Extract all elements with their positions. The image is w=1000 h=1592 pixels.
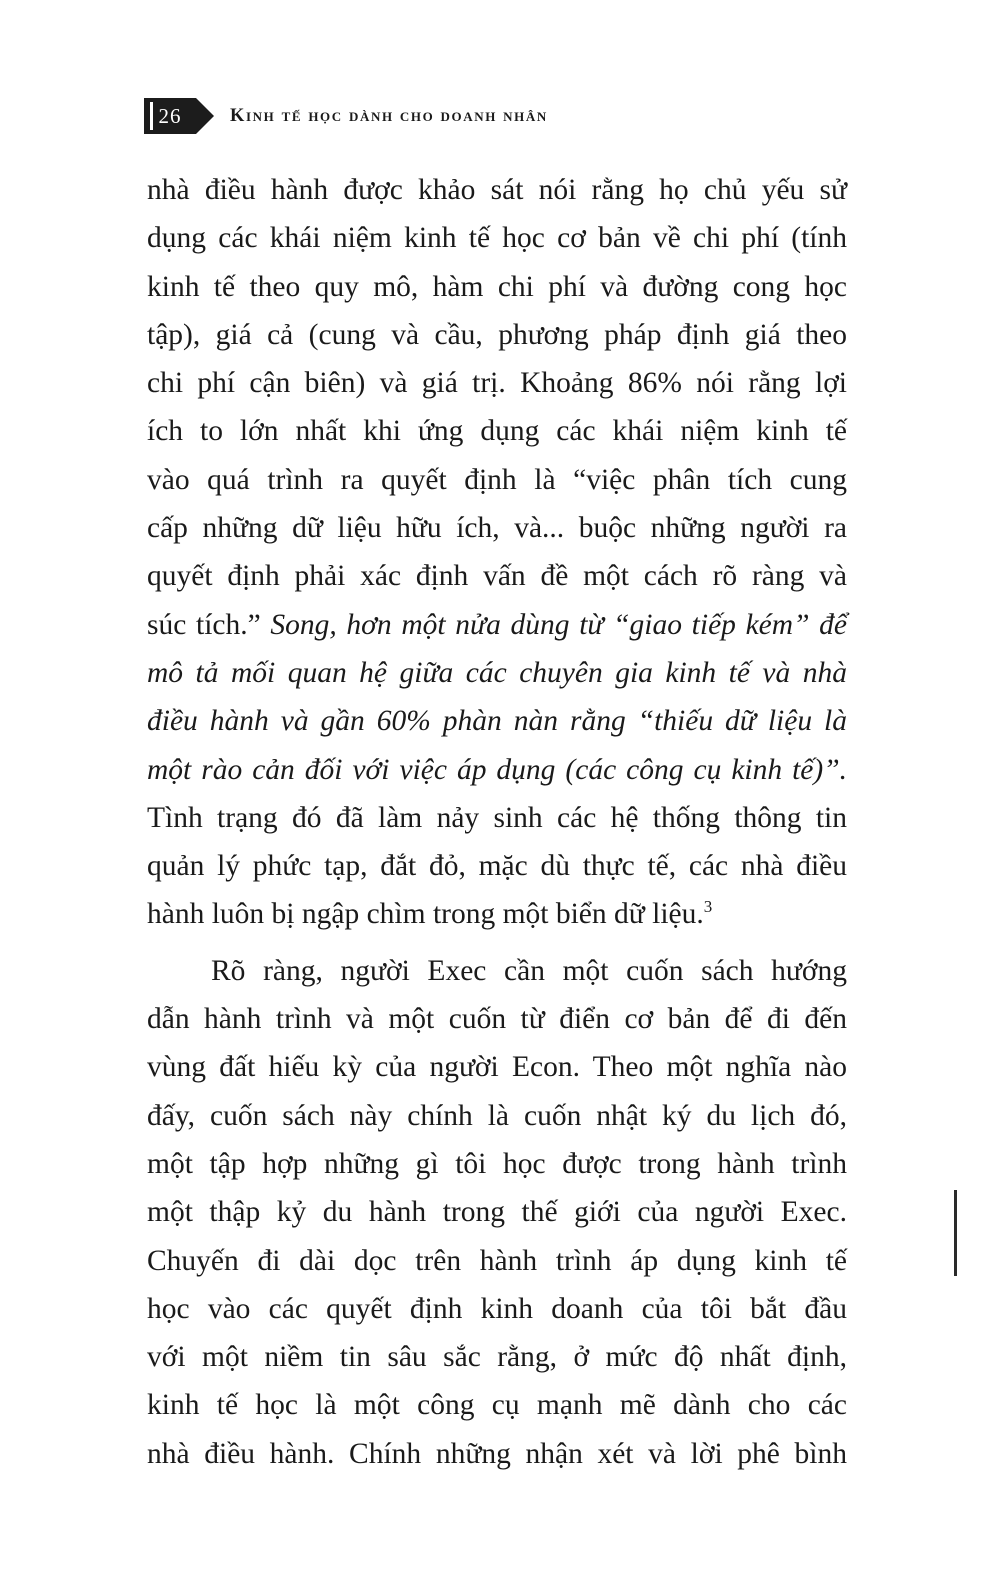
- text-line-indent: Rõ ràng, người Exec cần một cuốn sách hướng: [211, 954, 847, 987]
- text-line: kinh tế theo quy mô, hàm chi phí và đường cong học: [147, 270, 847, 303]
- text-line: nhà điều hành được khảo sát nói rằng họ chủ yếu sử: [147, 174, 847, 206]
- margin-mark: [954, 1190, 957, 1276]
- text-line: đấy, cuốn sách này chính là cuốn nhật ký du lịch đó,: [147, 1099, 847, 1132]
- running-header: [144, 98, 548, 134]
- paragraph-gap: [147, 939, 847, 947]
- text-line: học vào các quyết định kinh doanh của tôi bắt đầu: [147, 1292, 847, 1325]
- text-line: chi phí cận biên) và giá trị. Khoảng 86% nói rằng lợi: [147, 367, 847, 400]
- text-line: một thập kỷ du hành trong thế giới của người Exec.: [147, 1196, 847, 1229]
- page-number-tab: [144, 98, 196, 134]
- italic-line: điều hành và gần 60% phàn nàn rằng “thiếu dữ liệu là: [147, 705, 847, 738]
- text-line: một tập hợp những gì tôi học được trong hành trình: [147, 1147, 847, 1180]
- italic-segment: Song, hơn một nửa dùng từ “giao tiếp kém” để: [260, 608, 847, 641]
- text-line: nhà điều hành. Chính những nhận xét và lời phê bình: [147, 1437, 847, 1470]
- text-line: Tình trạng đó đã làm nảy sinh các hệ thống thông tin: [147, 801, 847, 834]
- text-line: dẫn hành trình và một cuốn từ điển cơ bản để đi đến: [147, 1003, 847, 1036]
- text-line: với một niềm tin sâu sắc rằng, ở mức độ nhất định,: [147, 1341, 847, 1374]
- text-line: tập), giá cả (cung và cầu, phương pháp định giá theo: [147, 318, 847, 351]
- text-line: Chuyến đi dài dọc trên hành trình áp dụng kinh tế: [147, 1244, 847, 1277]
- plain-segment: súc tích.”: [147, 608, 261, 641]
- text-line: vào quá trình ra quyết định là “việc phân tích cung: [147, 463, 847, 496]
- text-line: cấp những dữ liệu hữu ích, và... buộc những người ra: [147, 512, 847, 545]
- text-line: kinh tế học là một công cụ mạnh mẽ dành cho các: [147, 1389, 847, 1422]
- last-line-text: hành luôn bị ngập chìm trong một biển dữ liệu.: [147, 898, 704, 931]
- text-line: dụng các khái niệm kinh tế học cơ bản về chi phí (tính: [147, 222, 847, 255]
- page-number-bar: [150, 102, 153, 130]
- italic-line: mô tả mối quan hệ giữa các chuyên gia kinh tế và nhà: [147, 656, 847, 689]
- italic-line: một rào cản đối với việc áp dụng (các công cụ kinh tế)”.: [147, 753, 847, 786]
- text-line: quản lý phức tạp, đắt đỏ, mặc dù thực tế, các nhà điều: [147, 850, 847, 883]
- text-line: quyết định phải xác định vấn đề một cách rõ ràng và: [147, 560, 847, 593]
- running-title: Kinh tế học dành cho doanh nhân: [230, 105, 548, 126]
- page-number: 26: [158, 103, 182, 128]
- text-line: vùng đất hiếu kỳ của người Econ. Theo một nghĩa nào: [147, 1051, 847, 1084]
- text-line-last: [147, 890, 847, 938]
- footnote-marker: 3: [703, 897, 713, 917]
- text-line: ích to lớn nhất khi ứng dụng các khái niệm kinh tế: [147, 415, 847, 448]
- body-text: [147, 166, 847, 1478]
- text-line-mixed: [147, 601, 847, 649]
